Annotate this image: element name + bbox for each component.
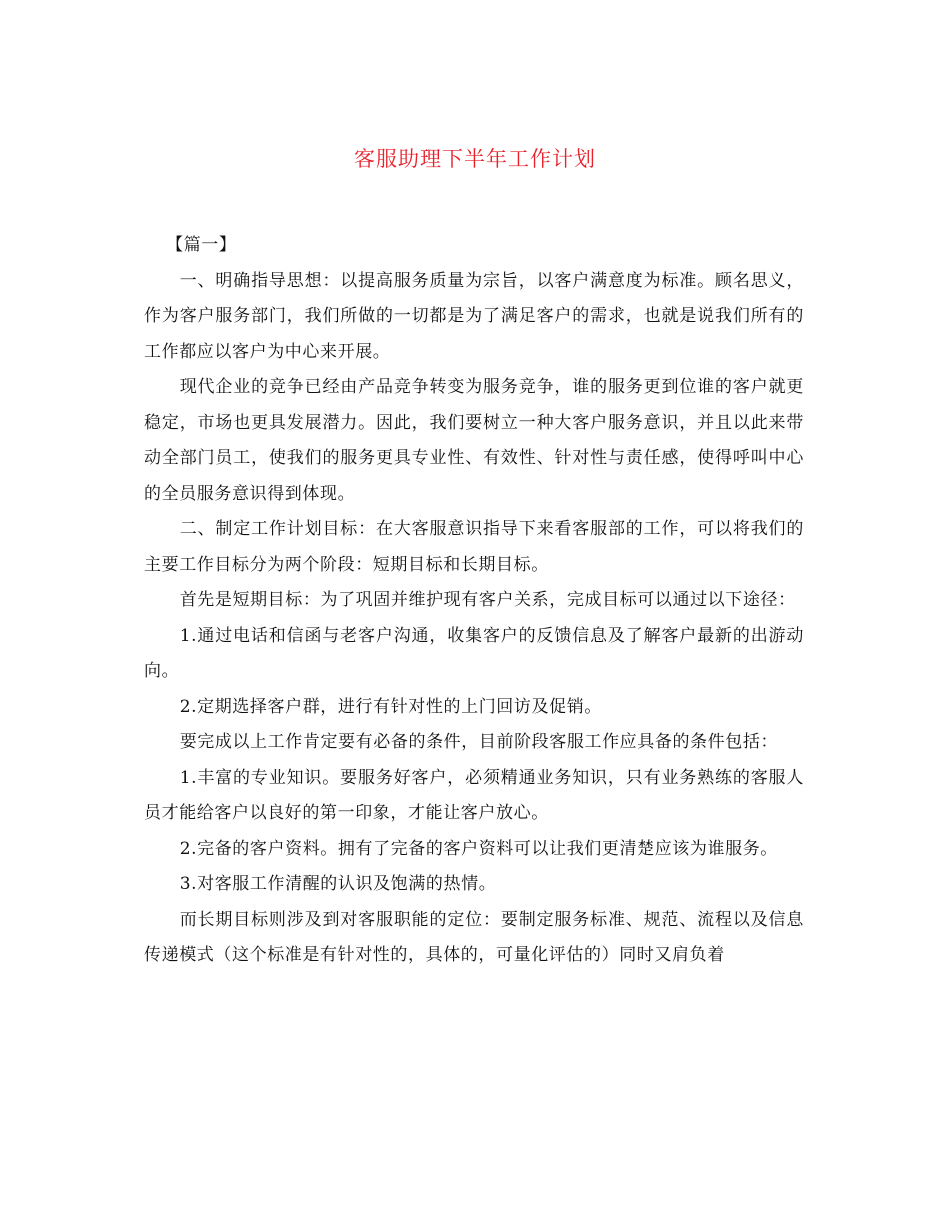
paragraph: 2.定期选择客户群，进行有针对性的上门回访及促销。 (179, 696, 602, 717)
paragraph: 1.丰富的专业知识。要服务好客户，必须精通业务知识，只有业务熟练的客服人员才能给客户以良好的第一印象，才能让客户放心。 (144, 767, 804, 823)
paragraph: 首先是短期目标：为了巩固并维护现有客户关系，完成目标可以通过以下途径： (179, 590, 796, 610)
paragraph: 而长期目标则涉及到对客服职能的定位：要制定服务标准、规范、流程以及信息传递模式（这个标准是有针对性的，具体的，可量化评估的）同时又肩负着 (144, 909, 804, 965)
paragraph: 一、明确指导思想：以提高服务质量为宗旨，以客户满意度为标准。顾名思义，作为客户服务部门，我们所做的一切都是为了满足客户的需求，也就是说我们所有的工作都应以客户为中心来开展。 (144, 270, 804, 362)
section-heading: 【篇一】 (166, 235, 237, 255)
paragraph: 1.通过电话和信函与老客户沟通，收集客户的反馈信息及了解客户最新的出游动向。 (144, 625, 804, 681)
document-body (144, 228, 804, 974)
paragraph: 要完成以上工作肯定要有必备的条件，目前阶段客服工作应具备的条件包括： (179, 732, 779, 752)
document-title: 客服助理下半年工作计划 (354, 147, 596, 171)
paragraph: 2.完备的客户资料。拥有了完备的客户资料可以让我们更清楚应该为谁服务。 (179, 838, 778, 859)
paragraph: 现代企业的竞争已经由产品竞争转变为服务竞争，谁的服务更到位谁的客户就更稳定，市场也更具发展潜力。因此，我们要树立一种大客户服务意识，并且以此来带动全部门员工，使我们的服务更具专业性、有效性、针对性与责任感，使得呼叫中心的全员服务意识得到体现。 (144, 377, 804, 504)
paragraph: 二、制定工作计划目标：在大客服意识指导下来看客服部的工作，可以将我们的主要工作目标分为两个阶段：短期目标和长期目标。 (144, 519, 804, 575)
paragraph: 3.对客服工作清醒的认识及饱满的热情。 (179, 874, 497, 894)
